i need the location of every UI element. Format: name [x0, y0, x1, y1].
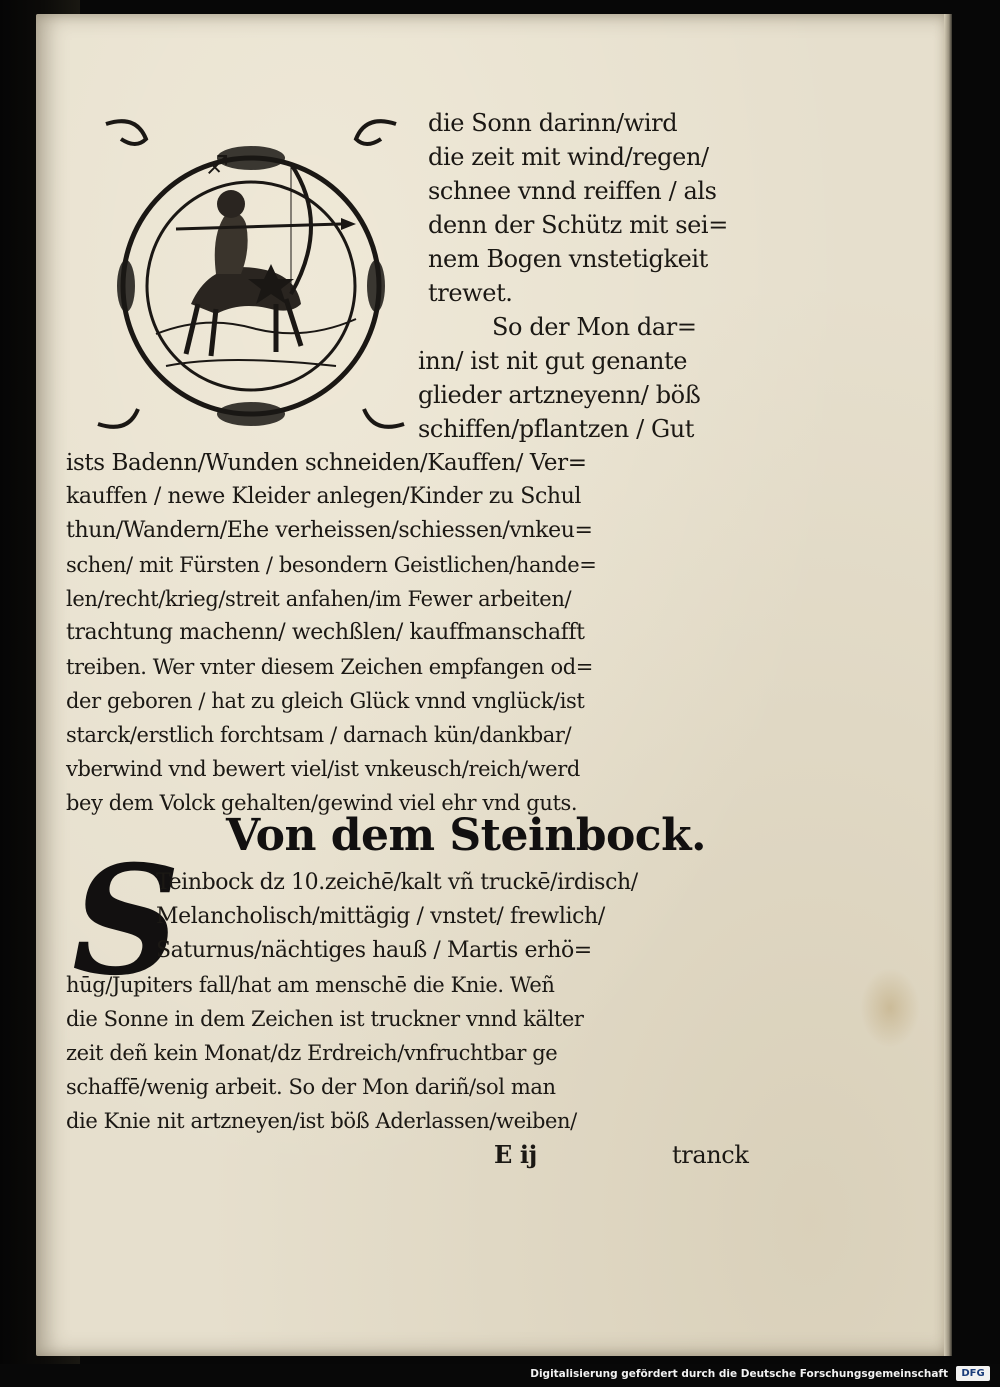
text-line: die Sonn darinn/wird	[428, 109, 678, 137]
catchword: tranck	[672, 1141, 749, 1169]
text-line: bey dem Volck gehalten/gewind viel ehr vnd guts.	[66, 791, 578, 815]
text-line: starck/erstlich forchtsam / darnach kün/dankbar/	[66, 723, 572, 747]
sagittarius-symbol: ♐	[206, 151, 230, 181]
wreath-tie-right	[367, 260, 385, 312]
text-line: trachtung machenn/ wechßlen/ kauffmanschafft	[66, 620, 585, 645]
text-line: Melancholisch/mittägig / vnstet/ frewlich/	[156, 904, 605, 929]
text-line: schiffen/pflantzen / Gut	[418, 415, 695, 443]
sagittarius-woodcut	[86, 104, 416, 444]
wreath-tie-bottom	[217, 402, 285, 426]
paper-stain	[860, 968, 920, 1048]
text-line: schnee vnnd reiffen / als	[428, 177, 717, 205]
text-line: len/recht/krieg/streit anfahen/im Fewer arbeiten/	[66, 587, 572, 611]
text-line: thun/Wandern/Ehe verheissen/schiessen/vnkeu=	[66, 518, 593, 543]
bow	[291, 164, 311, 294]
text-line: inn/ ist nit gut genante	[418, 347, 688, 375]
text-line: zeit deñ kein Monat/dz Erdreich/vnfruchtbar ge	[66, 1041, 558, 1065]
dfg-logo: DFG	[956, 1366, 990, 1381]
archer-head	[217, 190, 245, 218]
text-line: glieder artzneyenn/ böß	[418, 381, 701, 409]
ribbon-right	[356, 121, 396, 144]
text-line: die zeit mit wind/regen/	[428, 143, 709, 171]
right-page-edge	[944, 14, 952, 1356]
centaur-body	[191, 267, 301, 314]
text-line: Teinbock dz 10.zeichē/kalt vñ truckē/irdisch/	[156, 870, 638, 895]
text-line: nem Bogen vnstetigkeit	[428, 245, 708, 273]
text-line: So der Mon dar=	[492, 313, 697, 341]
text-line: ists Badenn/Wunden schneiden/Kauffen/ Ver=	[66, 450, 587, 476]
wreath-tie-left	[117, 260, 135, 312]
archer-torso	[215, 213, 248, 274]
text-line: die Sonne in dem Zeichen ist truckner vnnd kälter	[66, 1007, 584, 1031]
text-line: die Knie nit artzneyen/ist böß Aderlassen/weiben/	[66, 1109, 577, 1133]
ribbon-left	[106, 121, 146, 144]
text-line: schen/ mit Fürsten / besondern Geistlichen/hande=	[66, 553, 597, 577]
ribbon-bottom-right	[364, 409, 404, 427]
text-line: trewet.	[428, 279, 513, 307]
text-line: schaffē/wenig arbeit. So der Mon dariñ/sol man	[66, 1075, 556, 1099]
text-line: hūg/Jupiters fall/hat am menschē die Knie. Weñ	[66, 973, 555, 997]
ribbon-bottom-left	[98, 409, 138, 427]
decorative-initial: S	[72, 833, 181, 1009]
signature-mark: E ij	[494, 1140, 537, 1169]
text-line: Saturnus/nächtiges hauß / Martis erhö=	[156, 938, 592, 963]
section-heading: Von dem Steinbock.	[226, 810, 706, 861]
text-line: vberwind vnd bewert viel/ist vnkeusch/reich/werd	[66, 757, 580, 781]
text-line: kauffen / newe Kleider anlegen/Kinder zu Schul	[66, 484, 582, 509]
text-line: der geboren / hat zu gleich Glück vnnd vnglück/ist	[66, 689, 585, 713]
arrow	[176, 224, 341, 229]
text-line: treiben. Wer vnter diesem Zeichen empfangen od=	[66, 655, 593, 679]
footer-credit: Digitalisierung gefördert durch die Deutsche Forschungsgemeinschaft	[530, 1368, 948, 1380]
text-line: denn der Schütz mit sei=	[428, 211, 728, 239]
